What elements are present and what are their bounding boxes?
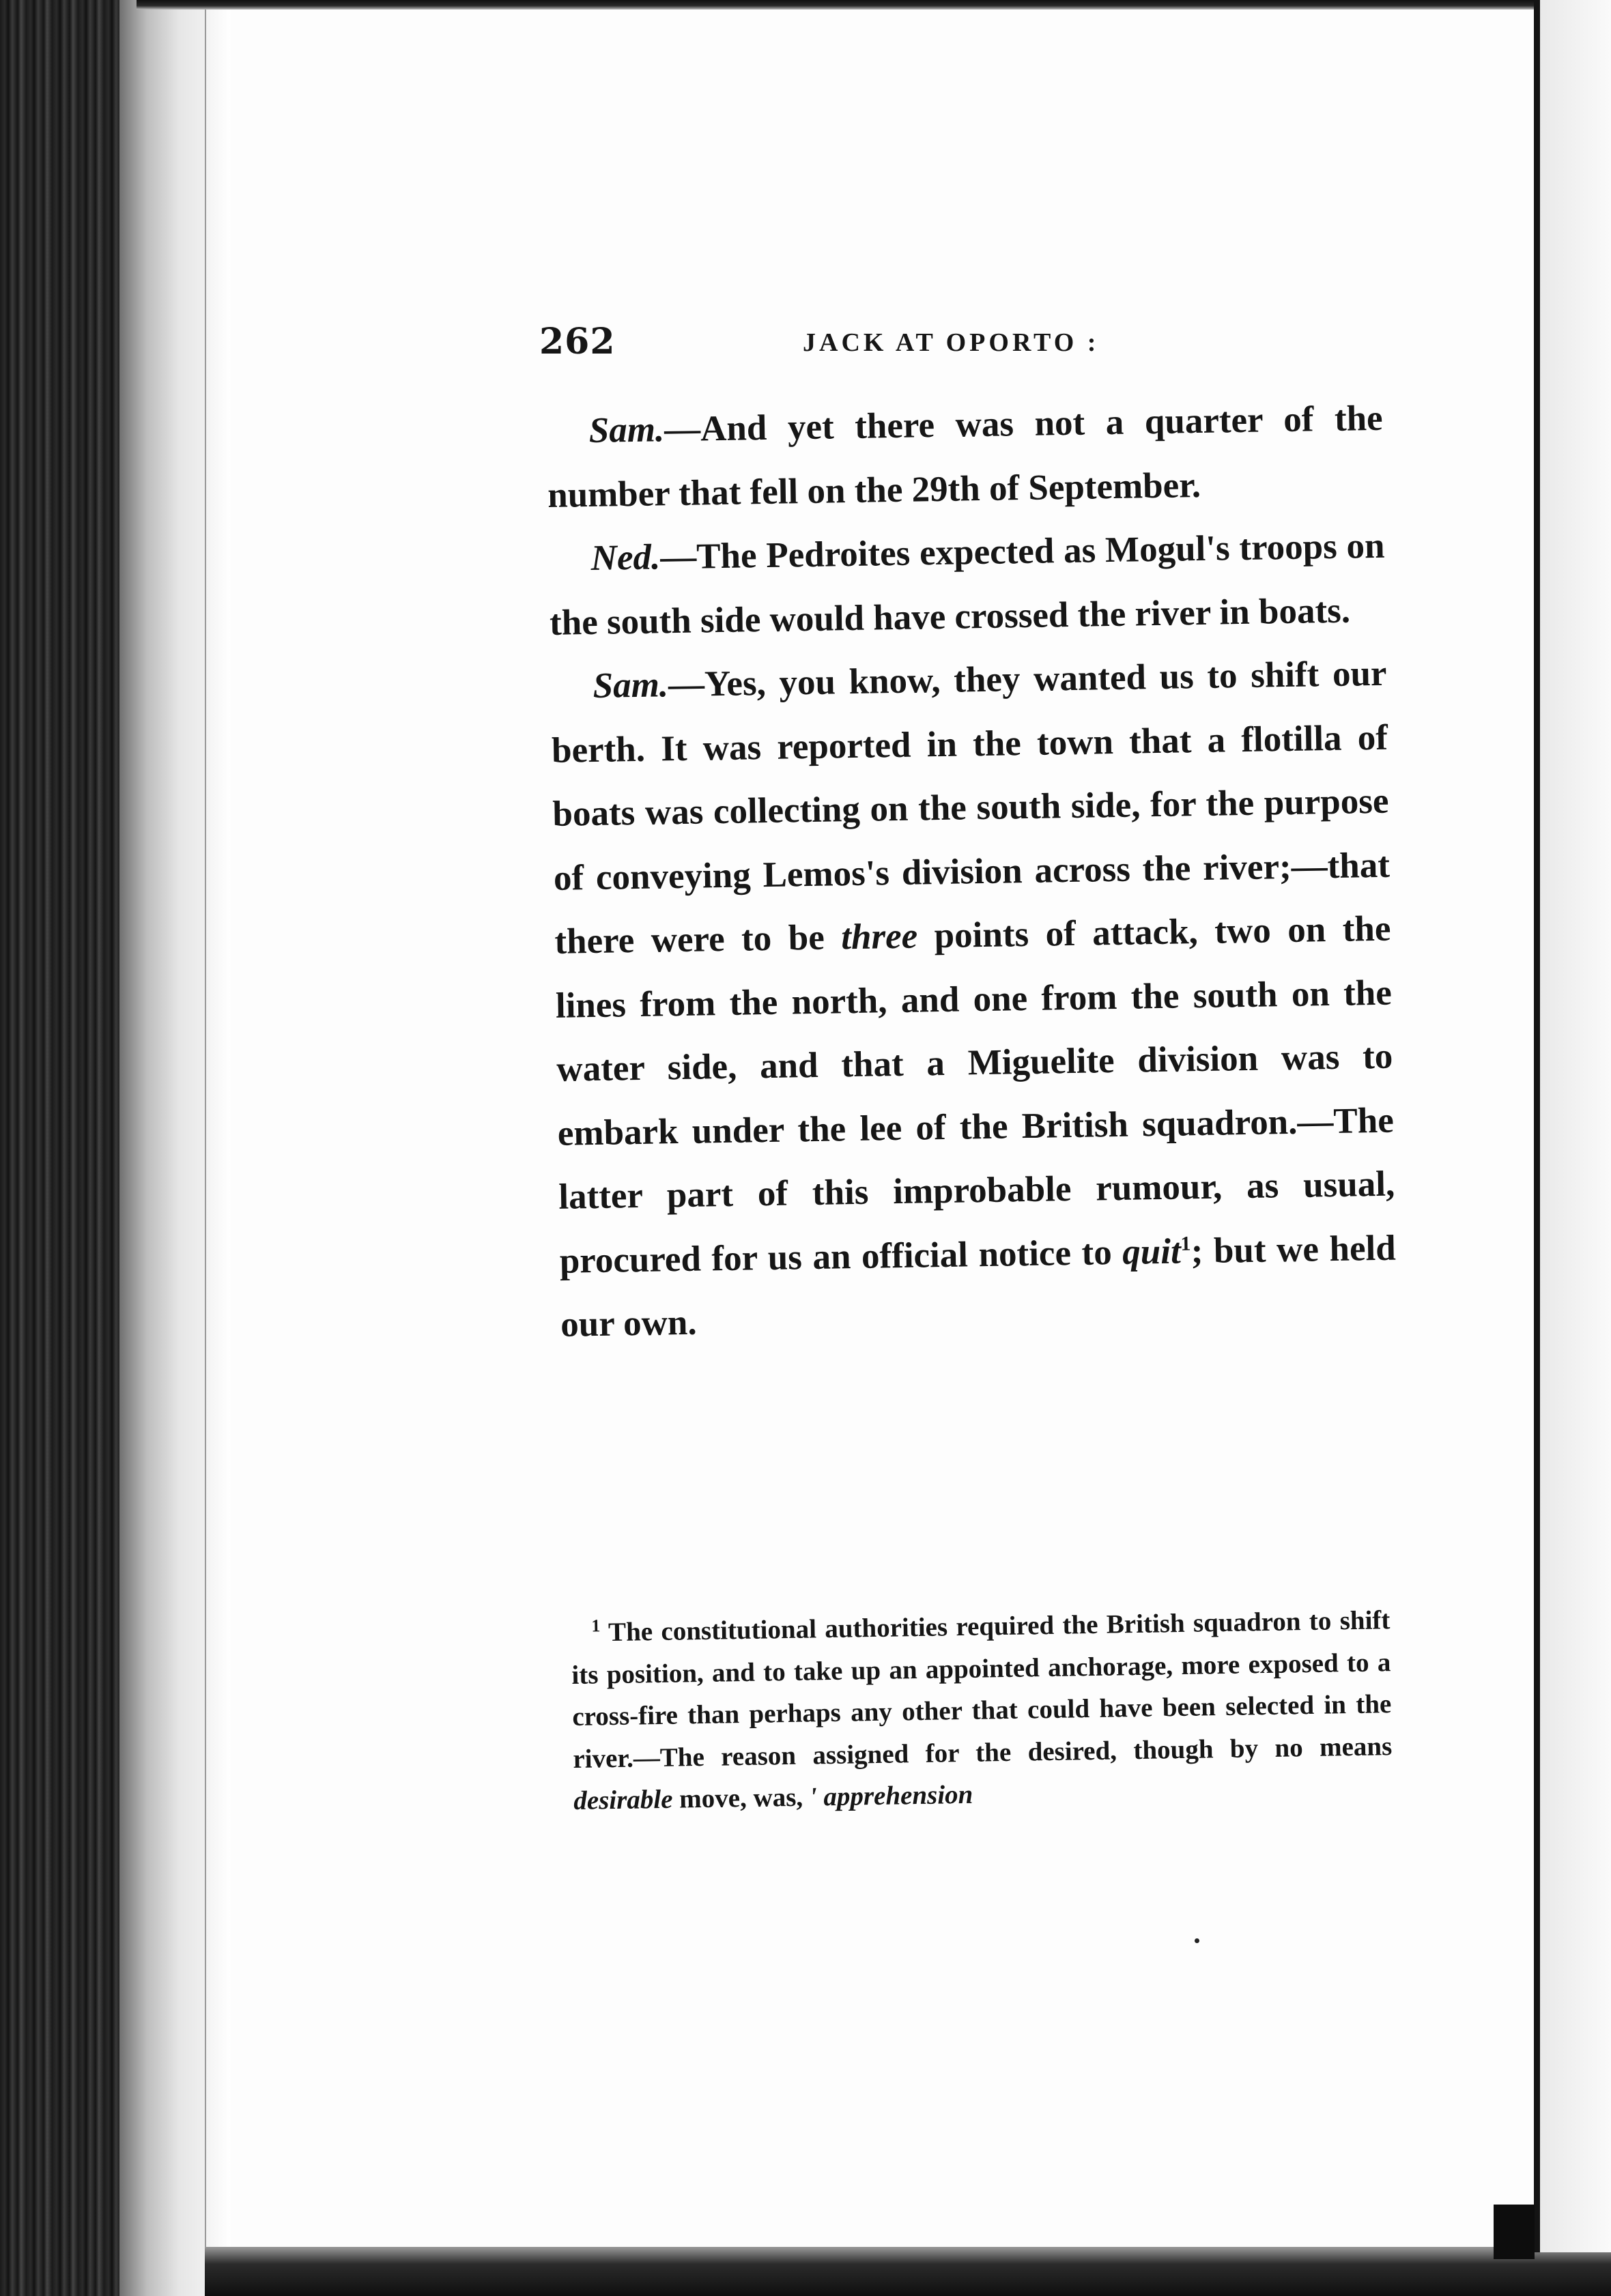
paragraph-text: —And yet there was not a quarter of the number that fell on the 29th of September.: [547, 398, 1384, 515]
running-head: JACK AT OPORTO :: [803, 328, 1100, 357]
italic-text: three: [840, 916, 918, 958]
footnote-reference: 1: [1180, 1232, 1191, 1255]
footnote-text: move, was,: [672, 1782, 810, 1814]
page-header: [539, 321, 1393, 369]
footnote-paragraph: [571, 1599, 1393, 1822]
paragraph-text: ; but we held our own.: [560, 1228, 1397, 1345]
paragraph: [550, 642, 1397, 1358]
next-page-strip: [1540, 0, 1611, 2252]
paragraph: [548, 515, 1386, 655]
scan-corner-shadow: [1494, 2205, 1535, 2259]
italic-text: quit: [1122, 1231, 1182, 1272]
scan-bottom-edge: [205, 2247, 1611, 2296]
paragraph-text: —Yes, you know, they wanted us to shift our berth. It was reported in the town that a flotilla of boats was collecting on the south side, for the purpose of conveying Lemos's division across the river;—that there were to be: [551, 653, 1391, 962]
page-fold: [205, 0, 231, 2296]
body-text: [546, 387, 1397, 1358]
speaker-label: Ned.: [590, 537, 661, 578]
speaker-label: Sam.: [588, 410, 665, 451]
footnote-marker: 1: [591, 1616, 601, 1636]
italic-text: desirable: [573, 1784, 673, 1816]
paragraph-text: points of attack, two on the lines from the north, and one from the south on the water side, and that a Miguelite division was to embark under the lee of the British squadron.—The latter part of this improbable rumour, as usual, procured for us an official notice to: [555, 908, 1395, 1281]
scan-top-edge: [137, 0, 1611, 10]
footnote: [571, 1599, 1393, 1822]
paragraph-text: —The Pedroites expected as Mogul's troops on the south side would have crossed the river in boats.: [549, 526, 1385, 643]
paragraph: [546, 387, 1384, 528]
speaker-label: Sam.: [593, 665, 669, 706]
italic-text: ' apprehension: [809, 1779, 973, 1812]
scan-right-edge: [1534, 0, 1540, 2252]
ink-speck: [1195, 1938, 1199, 1943]
page-number: 262: [539, 321, 616, 362]
footnote-text: The constitutional authorities required the British squadron to shift its position, and to take up an appointed anchorage, more exposed to a cross-fire than perhaps any other that could have been selected in the river.—The reason assigned for the desired, though by no means: [571, 1605, 1393, 1774]
